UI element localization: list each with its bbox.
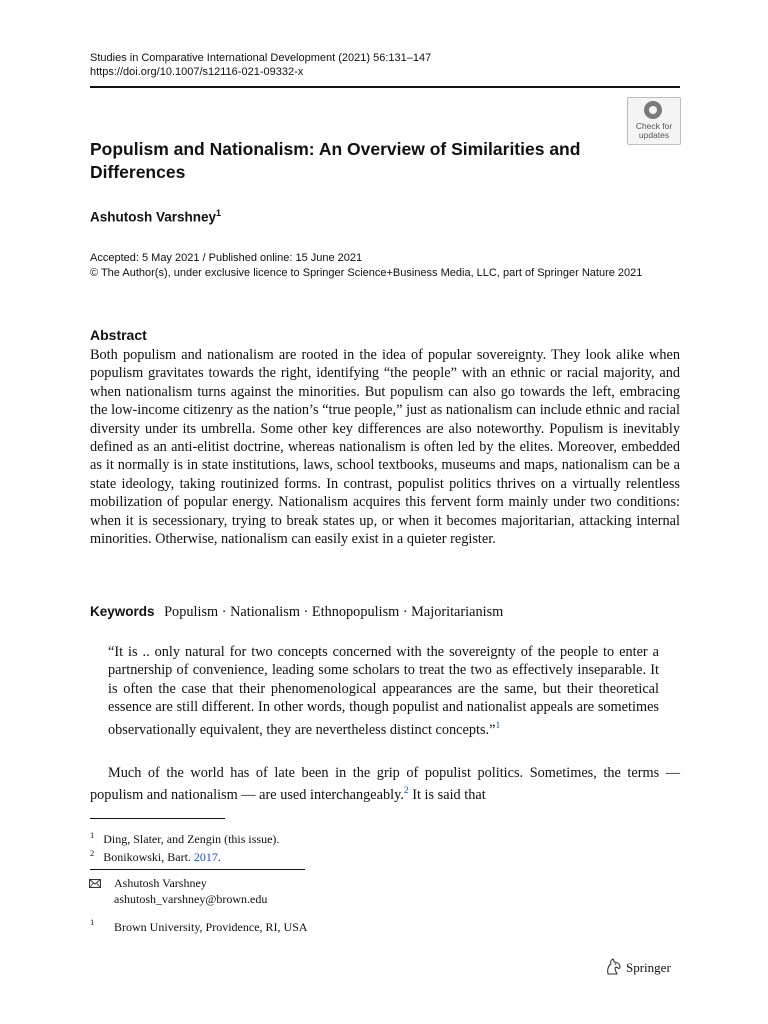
author-affiliation-mark: 1 — [216, 208, 222, 218]
journal-header — [90, 51, 431, 79]
epigraph-quote — [108, 643, 659, 739]
affiliation-number: 1 — [90, 917, 95, 927]
keyword-item: Ethnopopulism — [311, 604, 400, 620]
abstract-text: Both populism and nationalism are rooted in the idea of popular sovereignty. They look alike when populism gravitates towards the right, identifying “the people” with an ethnic or racial majority, and when nationalism turns against the minorities. But populism can also go towards the left, embracing the low-income citizenry as the nation’s “true people,” just as nationalism can include ethnic and racial diversity under its umbrella. Some other key differences are also noteworthy. Populism is inevitably defined as an anti-elitist doctrine, whereas nationalism is often led by the elites. Moreover, embedded as it normally is in state institutions, laws, school textbooks, museums and maps, nationalism can be a state ideology, taking routinized forms. In contrast, populist politics thrives on a virtually relentless mobilization of popular energy. Nationalism acquires this fervent form mainly under two conditions: when it is secessionary, trying to break states up, or when it becomes majoritarian, attacking internal minorities. Otherwise, nationalism can easily exist in a quieter register. — [90, 347, 680, 548]
crossmark-icon — [644, 101, 662, 119]
author-name[interactable]: Ashutosh Varshney — [90, 209, 217, 225]
footnote-text: Ding, Slater, and Zengin (this issue). — [103, 832, 280, 846]
copyright-notice: © The Author(s), under exclusive licence to Springer Science+Business Media, LLC, part of Springer Nature 2021 — [90, 267, 643, 279]
check-for-updates-badge[interactable] — [627, 97, 681, 145]
keyword-separator: · — [299, 604, 312, 620]
journal-citation: Studies in Comparative International Development (2021) 56:131–147 — [90, 52, 432, 64]
footnote-text: Bonikowski, Bart. — [103, 850, 194, 864]
correspondence-block — [114, 876, 267, 907]
keywords-line — [90, 604, 503, 621]
publication-dates: Accepted: 5 May 2021 / Published online: 15 June 2021 — [90, 252, 363, 264]
footnote-ref-2[interactable]: 2 — [403, 786, 409, 797]
keyword-separator: · — [218, 604, 231, 620]
springer-horse-icon — [605, 958, 622, 976]
keyword-item: Nationalism — [230, 604, 300, 620]
footnote-number: 2 — [90, 848, 95, 858]
body-text-part1: Much of the world has of late been in the grip of populist politics. Sometimes, the terms — populism and nationalism — are used interchangeably. — [90, 765, 680, 804]
footnote-1 — [90, 828, 279, 847]
publication-info — [90, 251, 680, 281]
author-line — [90, 208, 221, 225]
keyword-item: Populism — [164, 604, 219, 620]
affiliation-rule — [90, 869, 305, 870]
affiliation-text: Brown University, Providence, RI, USA — [114, 920, 308, 934]
keyword-separator: · — [399, 604, 412, 620]
abstract-heading: Abstract — [90, 327, 147, 343]
crossmark-label-line2: updates — [638, 130, 670, 140]
body-paragraph — [90, 764, 680, 805]
envelope-icon — [89, 879, 101, 888]
correspondence-name: Ashutosh Varshney — [114, 876, 207, 890]
crossmark-label-line1: Check for — [635, 121, 673, 131]
footnote-ref-1[interactable]: 1 — [495, 720, 501, 731]
correspondence-email[interactable]: ashutosh_varshney@brown.edu — [114, 891, 268, 906]
doi-link[interactable]: https://doi.org/10.1007/s12116-021-09332-x — [90, 66, 304, 78]
keyword-item: Majoritarianism — [411, 604, 504, 620]
footnote-rule — [90, 818, 225, 819]
footnote-number: 1 — [90, 830, 95, 840]
article-title: Populism and Nationalism: An Overview of Similarities and Differences — [90, 139, 581, 182]
footnote-text-suffix: . — [217, 850, 221, 864]
keywords-label: Keywords — [90, 604, 155, 619]
footnote-2 — [90, 846, 221, 865]
publisher-name: Springer — [626, 960, 671, 975]
header-rule — [90, 86, 680, 88]
epigraph-text: “It is .. only natural for two concepts concerned with the sovereignty of the people to enter a partnership of convenience, leading some scholars to treat the two as effectively inseparable. It is often the case that their phenomenological appearances are the same, but their theoretical essence are still different. In other words, though populist and nationalist appeals are sometimes observationally equivalent, they are nevertheless distinct concepts.” — [108, 644, 659, 738]
body-text-part2: It is said that — [408, 787, 486, 804]
citation-link-2017[interactable]: 2017 — [193, 850, 218, 864]
